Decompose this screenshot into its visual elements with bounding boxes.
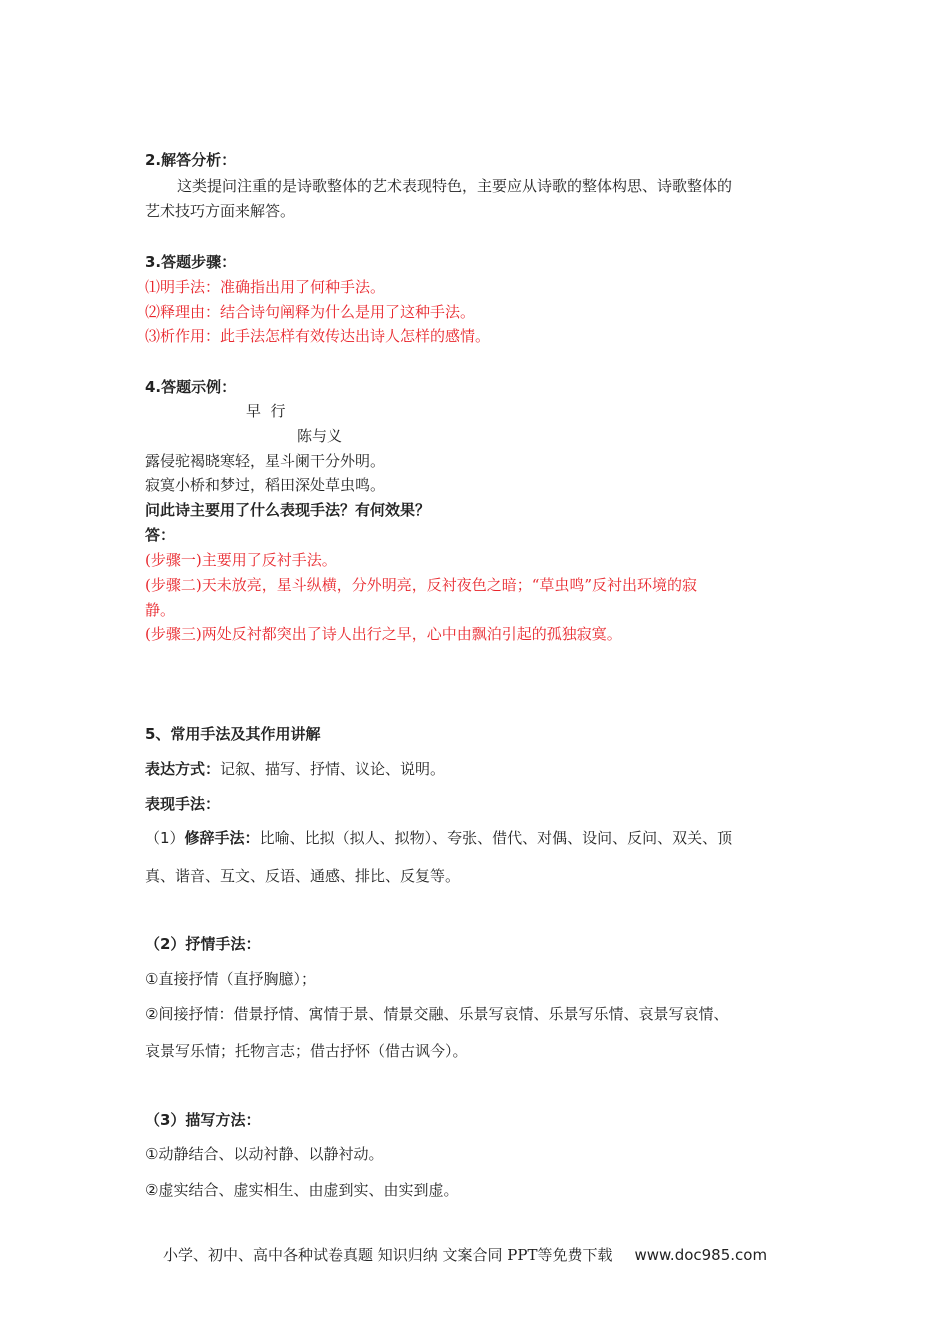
answer-step2-line1: (步骤二)天未放亮，星斗纵横，分外明亮，反衬夜色之暗；“草虫鸣”反衬出环境的寂 [145,576,698,594]
desc-item: ②虚实结合、虚实相生、由虚到实、由实到虚。 [145,1181,459,1199]
footer-url[interactable]: www.doc985.com [634,1246,768,1264]
question: 问此诗主要用了什么表现手法？有何效果？ [145,501,431,519]
step-item: ⑵释理由：结合诗句阐释为什么是用了这种手法。 [145,303,476,321]
step-item: ⑴明手法：准确指出用了何种手法。 [145,278,386,296]
lyric-item: ②间接抒情：借景抒情、寓情于景、情景交融、乐景写哀情、乐景写乐情、哀景写哀情、 [145,1005,729,1023]
section2-paragraph-line1: 这类提问注重的是诗歌整体的艺术表现特色，主要应从诗歌的整体构思、诗歌整体的 [177,177,733,195]
poem-line: 寂寞小桥和梦过，稻田深处草虫鸣。 [145,476,386,494]
answer-label: 答： [145,526,176,544]
section5-heading: 5、常用手法及其作用讲解 [145,725,321,743]
answer-step2-line2: 静。 [145,601,176,619]
section3-heading: 3.答题步骤： [145,253,237,271]
rhetoric-row [145,828,732,848]
footer [163,1244,767,1265]
lyric-item-line2: 哀景写乐情；托物言志；借古抒怀（借古讽今）。 [145,1042,468,1060]
desc-heading: （3）描写方法： [145,1111,261,1129]
section2-paragraph-line2: 艺术技巧方面来解答。 [145,202,296,220]
footer-text: 小学、初中、高中各种试卷真题 知识归纳 文案合同 PPT等免费下载 [163,1246,613,1264]
poem-line: 露侵驼褐晓寒轻，星斗阑干分外明。 [145,452,386,470]
poem-title: 早 行 [246,402,286,420]
rhetoric-text: 比喻、比拟（拟人、拟物）、夸张、借代、对偶、设问、反问、双关、顶 [259,829,733,847]
technique-label: 表现手法： [145,795,221,813]
answer-step1: (步骤一)主要用了反衬手法。 [145,551,337,569]
lyric-heading: （2）抒情手法： [145,935,261,953]
expression-label: 表达方式： [145,760,221,778]
expression-text: 记叙、描写、抒情、议论、说明。 [220,760,446,778]
section4-heading: 4.答题示例： [145,378,237,396]
rhetoric-text-line2: 真、谐音、互文、反语、通感、排比、反复等。 [145,867,461,885]
answer-step3: (步骤三)两处反衬都突出了诗人出行之早，心中由飘泊引起的孤独寂寞。 [145,625,622,643]
lyric-item: ①直接抒情（直抒胸臆）； [145,970,316,988]
step-item: ⑶析作用：此手法怎样有效传达出诗人怎样的感情。 [145,327,491,345]
section2-heading: 2.解答分析： [145,151,237,169]
rhetoric-prefix: （1） [145,829,185,847]
poem-author: 陈与义 [297,427,343,445]
expression-row [145,759,445,779]
desc-item: ①动静结合、以动衬静、以静衬动。 [145,1145,384,1163]
rhetoric-label: 修辞手法： [184,829,260,847]
